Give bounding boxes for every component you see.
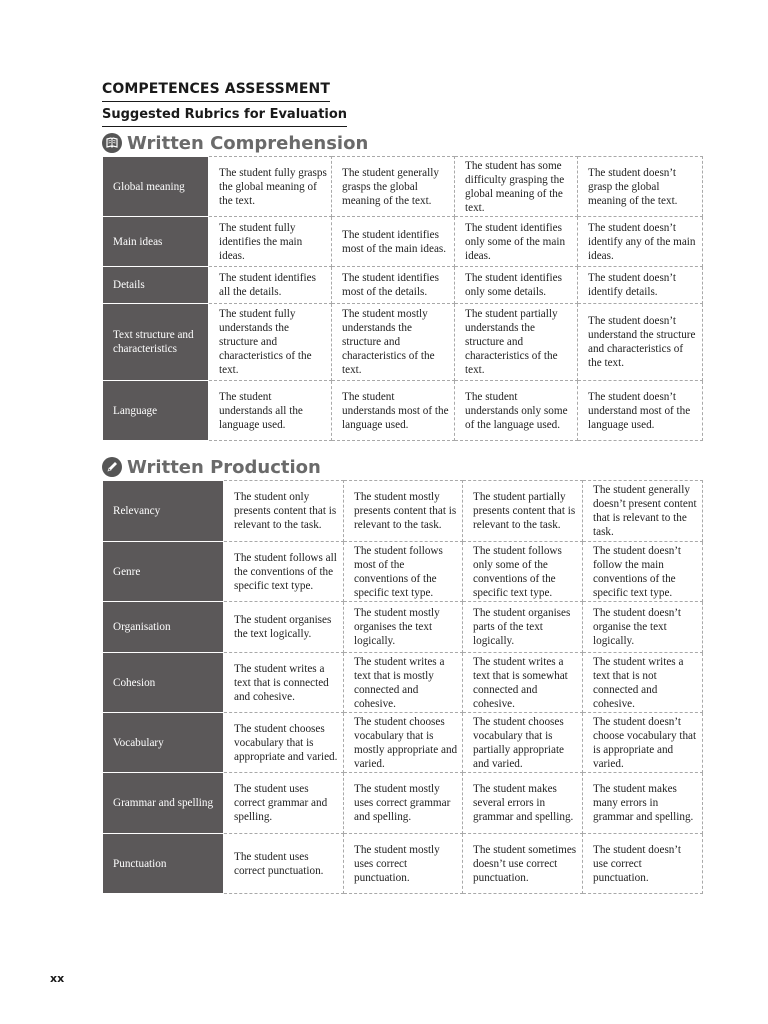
- rubric-cell: The student partially understands the structure and characteristics of the text.: [455, 304, 578, 381]
- table-row: [103, 481, 703, 542]
- production-rubric-table: [102, 480, 703, 894]
- category-cell: Organisation: [103, 602, 224, 653]
- rubric-cell: The student doesn’t choose vocabulary that is appropriate and varied.: [583, 713, 703, 773]
- rubric-cell: The student writes a text that is connected and cohesive.: [224, 653, 344, 713]
- table-row: [103, 773, 703, 834]
- section-title-production: [102, 455, 321, 479]
- rubric-cell: The student identifies most of the details.: [332, 267, 455, 304]
- rubric-cell: The student partially presents content that is relevant to the task.: [463, 481, 583, 542]
- rubric-cell: The student fully grasps the global meaning of the text.: [209, 157, 332, 217]
- table-row: [103, 602, 703, 653]
- category-cell: Cohesion: [103, 653, 224, 713]
- table-row: [103, 653, 703, 713]
- rubric-cell: The student writes a text that is somewhat connected and cohesive.: [463, 653, 583, 713]
- table-row: [103, 834, 703, 894]
- table-row: [103, 713, 703, 773]
- book-icon: [102, 133, 122, 153]
- rubric-cell: The student doesn’t use correct punctuation.: [583, 834, 703, 894]
- page-subheading: Suggested Rubrics for Evaluation: [102, 106, 347, 127]
- rubric-cell: The student identifies all the details.: [209, 267, 332, 304]
- rubric-cell: The student doesn’t grasp the global meaning of the text.: [578, 157, 703, 217]
- rubric-cell: The student identifies only some details.: [455, 267, 578, 304]
- rubric-cell: The student understands all the language used.: [209, 381, 332, 441]
- rubric-cell: The student identifies most of the main ideas.: [332, 217, 455, 267]
- rubric-cell: The student follows most of the conventions of the specific text type.: [344, 542, 463, 602]
- category-cell: Global meaning: [103, 157, 209, 217]
- rubric-cell: The student identifies only some of the main ideas.: [455, 217, 578, 267]
- rubric-cell: The student doesn’t understand most of the language used.: [578, 381, 703, 441]
- table-row: [103, 217, 703, 267]
- rubric-cell: The student generally grasps the global meaning of the text.: [332, 157, 455, 217]
- rubric-cell: The student mostly organises the text logically.: [344, 602, 463, 653]
- rubric-cell: The student fully identifies the main ideas.: [209, 217, 332, 267]
- rubric-cell: The student organises the text logically.: [224, 602, 344, 653]
- rubric-cell: The student mostly uses correct grammar and spelling.: [344, 773, 463, 834]
- category-cell: Punctuation: [103, 834, 224, 894]
- category-cell: Relevancy: [103, 481, 224, 542]
- category-cell: Grammar and spelling: [103, 773, 224, 834]
- rubric-cell: The student makes several errors in grammar and spelling.: [463, 773, 583, 834]
- category-cell: Details: [103, 267, 209, 304]
- rubric-cell: The student chooses vocabulary that is appropriate and varied.: [224, 713, 344, 773]
- rubric-cell: The student uses correct grammar and spelling.: [224, 773, 344, 834]
- rubric-cell: The student follows all the conventions of the specific text type.: [224, 542, 344, 602]
- rubric-cell: The student understands only some of the language used.: [455, 381, 578, 441]
- rubric-cell: The student writes a text that is mostly connected and cohesive.: [344, 653, 463, 713]
- category-cell: Language: [103, 381, 209, 441]
- rubric-cell: The student doesn’t identify details.: [578, 267, 703, 304]
- rubric-cell: The student sometimes doesn’t use correct punctuation.: [463, 834, 583, 894]
- pencil-icon: [102, 457, 122, 477]
- rubric-cell: The student doesn’t understand the structure and characteristics of the text.: [578, 304, 703, 381]
- rubric-cell: The student mostly uses correct punctuation.: [344, 834, 463, 894]
- rubric-cell: The student has some difficulty grasping the global meaning of the text.: [455, 157, 578, 217]
- section-title-comprehension: [102, 131, 368, 155]
- rubric-cell: The student only presents content that is relevant to the task.: [224, 481, 344, 542]
- table-row: [103, 381, 703, 441]
- rubric-cell: The student organises parts of the text logically.: [463, 602, 583, 653]
- rubric-cell: The student mostly presents content that is relevant to the task.: [344, 481, 463, 542]
- rubric-cell: The student doesn’t organise the text logically.: [583, 602, 703, 653]
- comprehension-rubric-table: [102, 156, 703, 441]
- rubric-cell: The student mostly understands the structure and characteristics of the text.: [332, 304, 455, 381]
- section-title-text: Written Production: [127, 456, 321, 478]
- rubric-cell: The student generally doesn’t present content that is relevant to the task.: [583, 481, 703, 542]
- rubric-cell: The student uses correct punctuation.: [224, 834, 344, 894]
- rubric-cell: The student understands most of the language used.: [332, 381, 455, 441]
- rubric-cell: The student doesn’t follow the main conventions of the specific text type.: [583, 542, 703, 602]
- page-number: xx: [50, 972, 65, 985]
- table-row: [103, 542, 703, 602]
- rubric-cell: The student chooses vocabulary that is partially appropriate and varied.: [463, 713, 583, 773]
- category-cell: Main ideas: [103, 217, 209, 267]
- table-row: [103, 304, 703, 381]
- category-cell: Genre: [103, 542, 224, 602]
- section-title-text: Written Comprehension: [127, 132, 369, 154]
- table-row: [103, 267, 703, 304]
- category-cell: Text structure and characteristics: [103, 304, 209, 381]
- rubric-cell: The student makes many errors in grammar and spelling.: [583, 773, 703, 834]
- rubric-cell: The student writes a text that is not connected and cohesive.: [583, 653, 703, 713]
- table-row: [103, 157, 703, 217]
- category-cell: Vocabulary: [103, 713, 224, 773]
- page-heading: COMPETENCES ASSESSMENT: [102, 80, 330, 102]
- rubric-cell: The student follows only some of the conventions of the specific text type.: [463, 542, 583, 602]
- rubric-cell: The student doesn’t identify any of the main ideas.: [578, 217, 703, 267]
- rubric-cell: The student chooses vocabulary that is mostly appropriate and varied.: [344, 713, 463, 773]
- rubric-cell: The student fully understands the structure and characteristics of the text.: [209, 304, 332, 381]
